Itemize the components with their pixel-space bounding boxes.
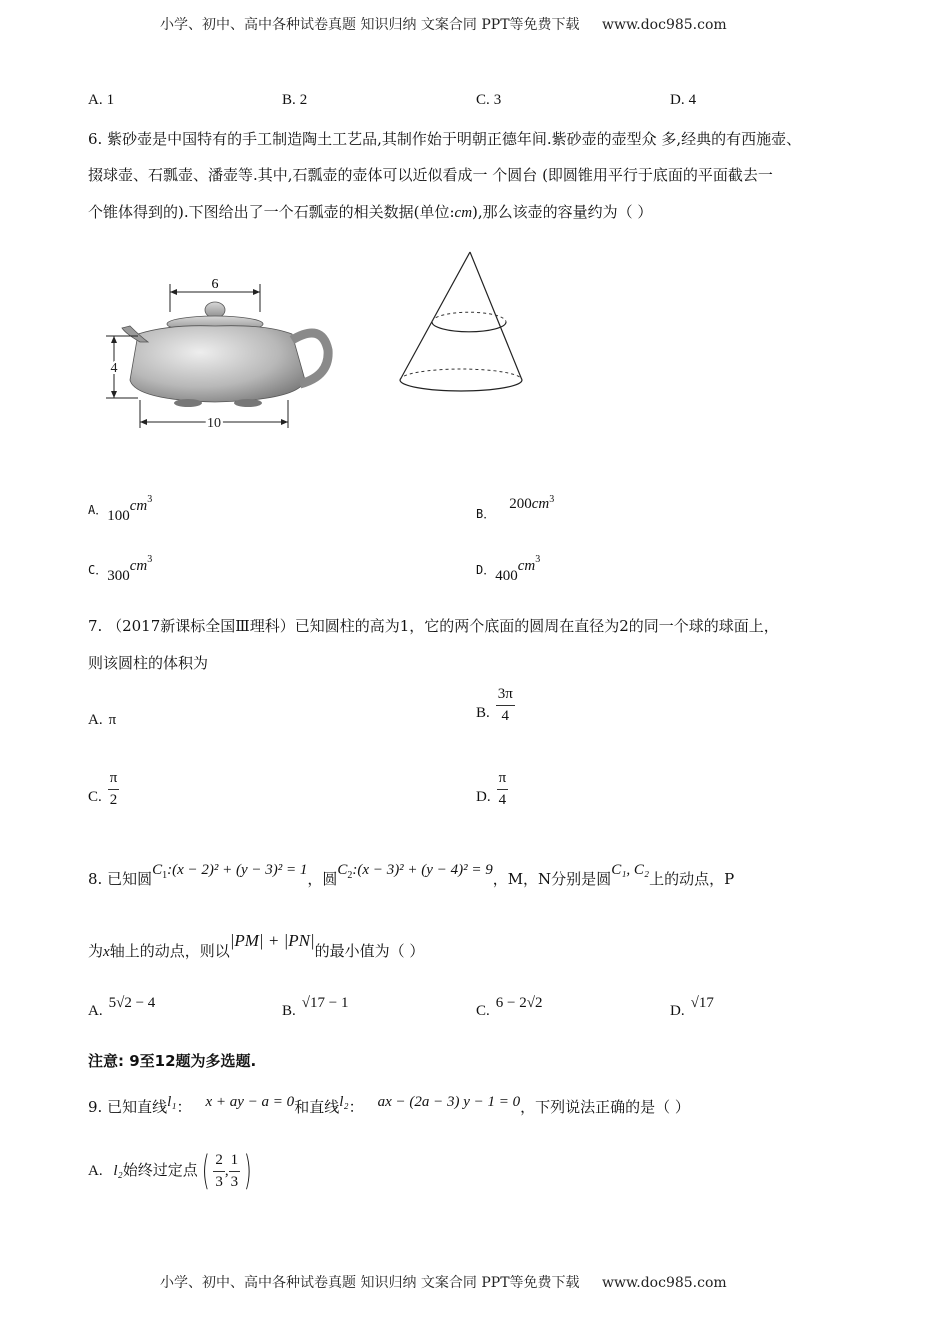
q8-line-2: 为x轴上的动点，则以|PM| + |PN|的最小值为（ ） (88, 931, 425, 960)
q7-option-c[interactable]: C. $\frac{\pi}{2}$ (88, 770, 118, 808)
q8-option-a[interactable]: A. 5√2 − 4 (88, 995, 156, 1019)
footer-text: 小学、初中、高中各种试卷真题 知识归纳 文案合同 PPT等免费下载 (160, 1275, 580, 1291)
dim-height-label: 4 (110, 361, 118, 376)
multi-select-note: 注意: 9至12题为多选题. (88, 1052, 257, 1070)
page-header (160, 14, 727, 34)
q5-option-b[interactable]: B. 2 (282, 92, 308, 108)
q6-line-2: 掇球壶、石瓢壶、潘壶等.其中,石瓢壶的壶体可以近似看成一 个圆台 (即圆锥用平行于底面的平面截去一 (88, 166, 773, 184)
dim-top-label: 6 (211, 277, 219, 292)
header-text: 小学、初中、高中各种试卷真题 知识归纳 文案合同 PPT等免费下载 (160, 17, 580, 33)
q6-line-3: 个锥体得到的).下图给出了一个石瓢壶的相关数据(单位:cm),那么该壶的容量约为（ ） (88, 203, 653, 221)
q9-option-a[interactable]: A. l₂始终过定点 ( $\frac{2}{3}$ , $\frac{1}{3}$ ) (88, 1148, 252, 1194)
q6-option-b[interactable]: $_{B.}200cm^3$ (476, 494, 555, 521)
q8-line-1: 8. 已知圆$C_1:(x - 2)^2 + (y - 3)^2 = 1$，圆$C_2:(x - 3)^2 + (y - 4)^2 = 9$，M，N分别是圆C₁, C₂上的动点，P (88, 862, 735, 888)
header-url[interactable]: www.doc985.com (601, 17, 727, 33)
q7-option-a[interactable]: A. π (88, 712, 117, 728)
q8-option-b[interactable]: B. √17 − 1 (282, 995, 349, 1019)
q6-option-d[interactable]: D．$400cm^3$ (476, 554, 541, 584)
q8-option-d[interactable]: D. √17 (670, 995, 714, 1019)
teapot-figure (100, 272, 340, 437)
q7-option-d[interactable]: D. $\frac{\pi}{4}$ (476, 770, 507, 808)
q7-line-1: 7. （2017新课标全国Ⅲ理科）已知圆柱的高为1，它的两个底面的圆周在直径为2的同一个球的球面上， (88, 617, 779, 635)
q5-option-d[interactable]: D. 4 (670, 92, 697, 108)
q6-line-1: 6. 紫砂壶是中国特有的手工制造陶土工艺品,其制作始于明朝正德年间.紫砂壶的壶型众 多,经典的有西施壶、 (88, 130, 802, 148)
q6-option-a[interactable]: A．$100cm^3$ (88, 494, 153, 524)
page-footer (160, 1272, 727, 1292)
q7-line-2: 则该圆柱的体积为 (88, 654, 209, 672)
q5-option-a[interactable]: A. 1 (88, 92, 115, 108)
footer-url[interactable]: www.doc985.com (601, 1275, 727, 1291)
dim-bottom-label: 10 (207, 416, 221, 431)
q7-option-b[interactable]: B. $\frac{3\pi}{4}$ (476, 686, 513, 724)
q5-option-c[interactable]: C. 3 (476, 92, 502, 108)
q9-stem: 9. 已知直线l₁： x + ay − a = 0和直线l₂： ax − (2a − 3) y − 1 = 0，下列说法正确的是（ ） (88, 1094, 690, 1116)
cone-figure (390, 250, 530, 408)
q6-option-c[interactable]: C．$300cm^3$ (88, 554, 153, 584)
q8-option-c[interactable]: C. 6 − 2√2 (476, 995, 543, 1019)
